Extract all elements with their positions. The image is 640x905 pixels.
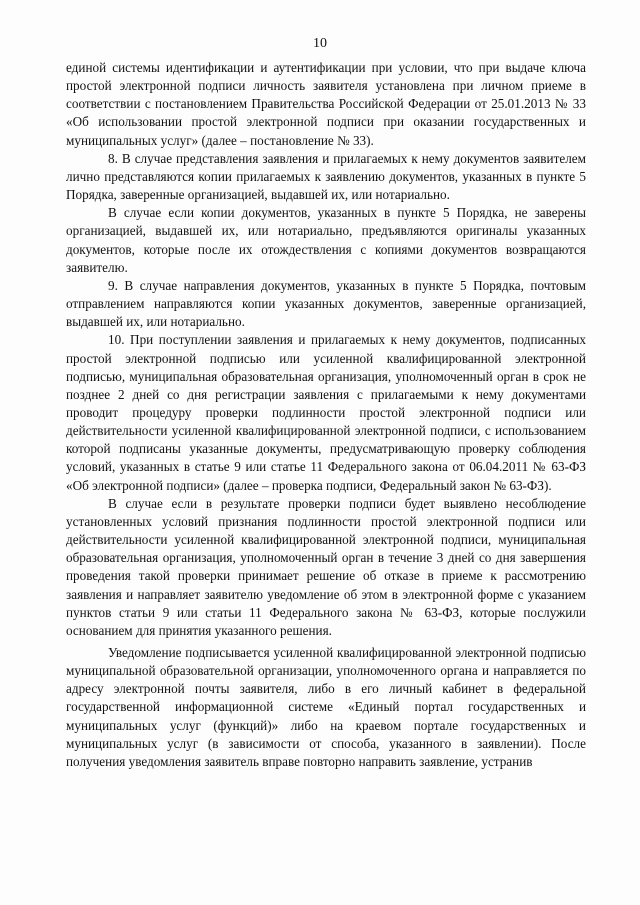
paragraph-item-10: 10. При поступлении заявления и прилагаемых к нему документов, подписанных простой электронной подписью или усиленной квалифицированной электронной подписью, муниципальная образовательная организация, уполномоченный орган в срок не позднее 2 дней со дня регистрации заявления с прилагаемыми к нему документами проводит процедуру проверки подлинности простой электронной подписи или действительности усиленной квалифицированной электронной подписи, с использованием которой подписаны указанные документы, предусматривающую проверку соблюдения условий, указанных в статье 9 или статье 11 Федерального закона от 06.04.2011 № 63-ФЗ «Об электронной подписи» (далее – проверка подписи, Федеральный закон № 63-ФЗ). [66, 332, 586, 493]
paragraph-signature-check-failure: В случае если в результате проверки подписи будет выявлено несоблюдение установленных условий признания подлинности простой электронной подписи или действительности усиленной квалифицированной электронной подписи, муниципальная образовательная организация, уполномоченный орган в течение 3 дней со дня завершения проведения такой проверки принимает решение об отказе в приеме к рассмотрению заявления и направляет заявителю уведомление об этом в электронной форме с указанием пунктов статьи 9 или статьи 11 Федерального закона № 63-ФЗ, которые послужили основанием для принятия указанного решения. [66, 495, 586, 638]
paragraph-item-8: 8. В случае представления заявления и прилагаемых к нему документов заявителем лично представляются копии прилагаемых к заявлению документов, указанных в пункте 5 Порядка, заверенные организацией, выдавшей их, или нотариально. [66, 150, 586, 203]
paragraph-item-9: 9. В случае направления документов, указанных в пункте 5 Порядка, почтовым отправлением направляются копии указанных документов, заверенные организацией, выдавшей их, или нотариально. [66, 277, 586, 330]
document-body [66, 59, 586, 771]
paragraph-notification: Уведомление подписывается усиленной квалифицированной электронной подписью муниципальной образовательной организации, уполномоченного органа и направляется по адресу электронной почты заявителя, либо в его личный кабинет в федеральной государственной информационной системе «Единый портал государственных и муниципальных услуг (функций)» либо на краевом портале государственных и муниципальных услуг (в зависимости от способа, указанного в заявлении). После получения уведомления заявитель вправе повторно направить заявление, устранив [66, 645, 586, 769]
paragraph-copies-not-certified: В случае если копии документов, указанных в пункте 5 Порядка, не заверены организацией, выдавшей их, или нотариально, предъявляются оригиналы указанных документов, которые после их отождествления с копиями документов возвращаются заявителю. [66, 205, 586, 275]
paragraph-continuation: единой системы идентификации и аутентификации при условии, что при выдаче ключа простой электронной подписи личность заявителя установлена при личном приеме в соответствии с постановлением Правительства Российской Федерации от 25.01.2013 № 33 «Об использовании простой электронной подписи при оказании государственных и муниципальных услуг» (далее – постановление № 33). [66, 60, 586, 148]
page-number: 10 [313, 36, 327, 51]
